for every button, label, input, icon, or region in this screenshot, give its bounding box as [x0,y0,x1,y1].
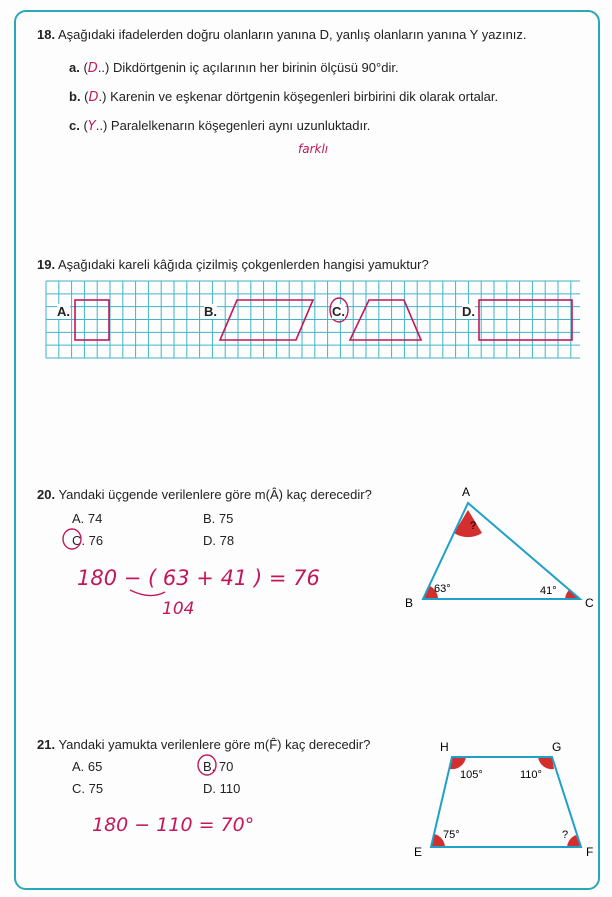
q21-handwritten-work: 180 − 110 = 70° [92,814,255,836]
angle-c-label: 41° [540,585,557,597]
q20-handwritten-work: 180 − ( 63 + 41 ) = 76 [77,566,320,590]
angle-b-label: 63° [434,583,451,595]
q20-option-a: A. 74 [72,511,103,526]
q19-option-d: D. [462,304,475,319]
q18-item-b: b. (D.) Karenin ve eşkenar dörtgenin köşegenleri birbirini dik olarak ortalar. [69,89,499,105]
angle-g-label: 110° [520,769,542,781]
q21-option-d: D. 110 [203,781,241,796]
q20-handwritten-sum: 104 [162,599,195,619]
q18-answer-a: D [87,61,98,76]
q19-number: 19. [37,257,56,272]
q21-answer-circle [198,755,216,775]
q20-number: 20. [37,487,56,502]
angle-a-label: ? [470,520,477,532]
q18-item-a: a. (D..) Dikdörtgenin iç açılarının her birinin ölçüsü 90°dir. [69,60,399,76]
q20-option-d: D. 78 [203,533,235,548]
vertex-g-label: G [552,740,562,754]
vertex-a-label: A [462,485,471,499]
q18-handwritten-note: farklı [298,142,329,156]
vertex-h-label: H [440,740,449,754]
q19-option-c: C. [332,304,345,319]
q21-number: 21. [37,737,56,752]
q18-text: Aşağıdaki ifadelerden doğru olanların yanına D, yanlış olanların yanına Y yazınız. [57,27,527,42]
q19-text: Aşağıdaki kareli kâğıda çizilmiş çokgenlerden hangisi yamuktur? [57,257,429,272]
q20-option-c: C. 76 [72,533,104,548]
vertex-e-label: E [414,845,423,859]
angle-f-label: ? [562,829,569,841]
q19-option-b: B. [204,304,217,319]
angle-e-label: 75° [443,829,460,841]
q18-number: 18. [37,27,56,42]
q20-option-b: B. 75 [203,511,234,526]
q21-text: Yandaki yamukta verilenlere göre m(F̂) kaç derecedir? [58,737,371,752]
vertex-b-label: B [405,596,414,610]
vertex-c-label: C [585,596,594,610]
q21-option-c: C. 75 [72,781,104,796]
q18-answer-c: Y [87,119,96,134]
q21-option-a: A. 65 [72,759,103,774]
vertex-f-label: F [586,845,594,859]
q20-text: Yandaki üçgende verilenlere göre m(Â) kaç derecedir? [58,487,372,502]
angle-h-label: 105° [460,769,483,781]
q19-option-a: A. [57,304,70,319]
q21-option-b: B. 70 [203,759,234,774]
q18-item-c: c. (Y..) Paralelkenarın köşegenleri aynı uzunluktadır. [69,118,371,134]
q18-answer-b: D [88,90,99,105]
